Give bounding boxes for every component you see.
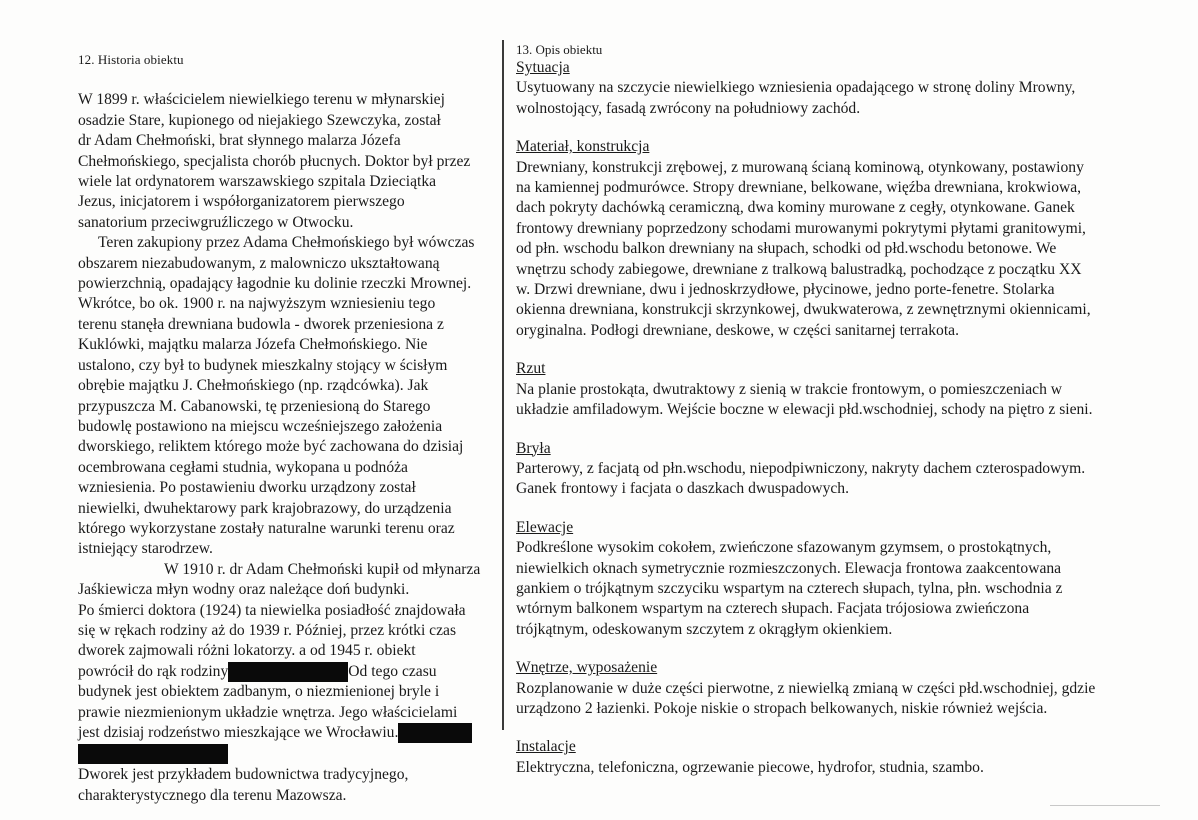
- text-line: układzie amfiladowym. Wejście boczne w elewacji płd.wschodniej, schody na piętro z sieni.: [516, 401, 1093, 419]
- text-line: Kuklówki, majątku malarza Józefa Chełmońskiego. Nie: [78, 336, 428, 354]
- history-paragraph-1: [78, 90, 498, 233]
- section-material-konstrukcja: [516, 137, 1156, 341]
- scan-artifact-line: [1050, 805, 1160, 806]
- text-line: wnętrzu schody zabiegowe, drewniane z tralkową balustradką, pochodzące z początku XX: [516, 260, 1082, 278]
- text-line: gankiem o trójkątnym szczyciku wspartym na czterech słupach, tylna, płn. wschodnia z: [516, 579, 1063, 597]
- text-line: Po śmierci doktora (1924) ta niewielka posiadłość znajdowała: [78, 601, 466, 619]
- text-fragment: Od tego czasu: [348, 662, 437, 680]
- text-line: budynek jest obiektem zadbanym, o niezmienionej bryle i: [78, 683, 440, 701]
- text-line: powierzchnią, opadający łagodnie ku dolinie rzeczki Mrownej.: [78, 275, 472, 293]
- text-line: oryginalna. Podłogi drewniane, deskowe, w części sanitarnej terrakota.: [516, 321, 959, 339]
- text-line: Elektryczna, telefoniczna, ogrzewanie piecowe, hydrofor, studnia, szambo.: [516, 758, 984, 776]
- text-line: Jezus, inicjatorem i współorganizatorem pierwszego: [78, 193, 405, 211]
- text-line: obrębie majątku J. Chełmońskiego (np. rządcówka). Jak: [78, 377, 429, 395]
- history-column: [78, 50, 498, 806]
- text-line-with-redaction: [78, 723, 498, 743]
- text-line: wtórnym balkonem wspartym na czterech słupach. Facjata trójosiowa zwieńczona: [516, 600, 1030, 618]
- section-title: Wnętrze, wyposażenie: [516, 659, 658, 677]
- text-line: na kamiennej podmurówce. Stropy drewniane, belkowane, więźba drewniana, krokwiowa,: [516, 179, 1082, 197]
- text-line: Na planie prostokąta, dwutraktowy z sienią w trakcie frontowym, o pomieszczeniach w: [516, 380, 1063, 398]
- text-line: dach pokryty dachówką ceramiczną, dwa kominy murowane z cegły, otynkowane. Ganek: [516, 199, 1075, 217]
- text-fragment: powrócił do rąk rodziny: [78, 662, 229, 680]
- section-title: Rzut: [516, 360, 546, 378]
- text-line: dworskiego, reliktem którego może być zachowana do dzisiaj: [78, 438, 464, 456]
- redaction-block: [228, 662, 348, 682]
- text-line: wolnostojący, fasadą zwrócony na południowy zachód.: [516, 99, 861, 117]
- text-line: trójkątnym, odeskowanym szczytem z okrągłym okienkiem.: [516, 620, 893, 638]
- redaction-line: [78, 743, 498, 765]
- text-line: urządzono 2 łazienki. Pokoje niskie o stropach belkowanych, niskie również wejścia.: [516, 699, 1048, 717]
- text-line-with-redaction: [78, 662, 498, 682]
- text-line: Usytuowany na szczycie niewielkiego wzniesienia opadającego w stronę doliny Mrowny,: [516, 79, 1076, 97]
- text-line: w. Drzwi drewniane, dwu i jednoskrzydłowe, płycinowe, jedno porte-fenetre. Stolarka: [516, 281, 1055, 299]
- text-line: Chełmońskiego, specjalista chorób płucnych. Doktor był przez: [78, 152, 471, 170]
- description-column: [516, 42, 1156, 778]
- text-line: prawie niezmienionym układzie wnętrza. Jego właścicielami: [78, 703, 458, 721]
- description-heading: 13. Opis obiektu: [516, 42, 603, 57]
- text-line: niewielkich oknach symetrycznie rozmieszczonych. Elewacja frontowa zaakcentowana: [516, 559, 1062, 577]
- text-line: którego wykorzystane zostały naturalne warunki terenu oraz: [78, 519, 455, 537]
- text-line: Wkrótce, bo ok. 1900 r. na najwyższym wzniesieniu tego: [78, 295, 436, 313]
- column-divider: [502, 40, 504, 730]
- section-instalacje: [516, 737, 1156, 778]
- text-line: przypuszcza M. Cabanowski, tę przeniesioną do Starego: [78, 397, 431, 415]
- text-line: osadzie Stare, kupionego od niejakiego Szewczyka, został: [78, 111, 441, 129]
- section-rzut: [516, 359, 1156, 420]
- text-line: sanatorium przeciwgruźliczego w Otwocku.: [78, 213, 354, 231]
- text-line: niewielki, dwuhektarowy park krajobrazowy, do urządzenia: [78, 499, 452, 517]
- history-paragraph-3: [78, 560, 498, 766]
- section-title: Elewacje: [516, 518, 574, 536]
- section-title: Instalacje: [516, 738, 576, 756]
- text-line: frontowy drewniany poprzedzony schodami murowanymi pokrytymi płytami granitowymi,: [516, 219, 1086, 237]
- text-line: wiele lat ordynatorem warszawskiego szpitala Dzieciątka: [78, 173, 437, 191]
- redaction-block: [78, 744, 228, 764]
- section-title: Materiał, konstrukcja: [516, 138, 650, 156]
- text-line: ustalono, czy był to budynek mieszkalny stojący w ścisłym: [78, 356, 448, 374]
- history-heading: 12. Historia obiektu: [78, 52, 184, 67]
- text-line: Teren zakupiony przez Adama Chełmońskiego był wówczas: [98, 234, 475, 252]
- text-line: wzniesienia. Po postawieniu dworku urządzony został: [78, 479, 416, 497]
- text-line: obszarem niezabudowanym, z malowniczo ukształtowaną: [78, 254, 440, 272]
- text-line: Parterowy, z facjatą od płn.wschodu, niepodpiwniczony, nakryty dachem czterospadowym.: [516, 459, 1086, 477]
- section-title: Bryła: [516, 439, 551, 457]
- history-paragraph-4: [78, 765, 498, 806]
- text-fragment: jest dzisiaj rodzeństwo mieszkające we Wrocławiu.: [78, 724, 399, 742]
- text-line: się w rękach rodziny aż do 1939 r. Później, przez krótki czas: [78, 621, 457, 639]
- text-line: charakterystycznego dla terenu Mazowsza.: [78, 786, 347, 804]
- text-line: W 1899 r. właścicielem niewielkiego terenu w młynarskiej: [78, 91, 445, 109]
- text-line: istniejący starodrzew.: [78, 540, 213, 558]
- text-line: Podkreślone wysokim cokołem, zwieńczone sfazowanym gzymsem, o prostokątnych,: [516, 539, 1052, 557]
- text-line: Dworek jest przykładem budownictwa tradycyjnego,: [78, 766, 409, 784]
- text-line: budowlę postawiono na miejscu wcześniejszego założenia: [78, 417, 443, 435]
- text-line: dr Adam Chełmoński, brat słynnego malarza Józefa: [78, 132, 401, 150]
- text-line: Drewniany, konstrukcji zrębowej, z murowaną ścianą kominową, otynkowany, postawiony: [516, 158, 1084, 176]
- section-bryla: [516, 439, 1156, 500]
- redaction-block: [398, 723, 472, 743]
- section-elewacje: [516, 518, 1156, 640]
- text-line: okienna drewniana, konstrukcji skrzynkowej, dwukwaterowa, z zewnętrznymi okiennicami,: [516, 301, 1091, 319]
- text-line: Ganek frontowy i facjata o daszkach dwuspadowych.: [516, 480, 849, 498]
- section-wnetrze-wyposazenie: [516, 658, 1156, 719]
- section-sytuacja: [516, 58, 1156, 119]
- text-line: dworek zajmowali różni lokatorzy. a od 1945 r. obiekt: [78, 642, 416, 660]
- text-line: Jaśkiewicza młyn wodny oraz należące doń budynki.: [78, 581, 410, 599]
- section-title: Sytuacja: [516, 59, 570, 76]
- text-line: W 1910 r. dr Adam Chełmoński kupił od młynarza: [164, 560, 481, 578]
- history-paragraph-2: [78, 233, 498, 560]
- text-line: od płn. wschodu balkon drewniany na słupach, schodki od płd.wschodu betonowe. We: [516, 240, 1057, 258]
- text-line: Rozplanowanie w duże części pierwotne, z niewielką zmianą w części płd.wschodniej, gdzie: [516, 679, 1096, 697]
- text-line: ocembrowana cegłami studnia, wykopana u podnóża: [78, 458, 408, 476]
- text-line: terenu stanęła drewniana budowla - dworek przeniesiona z: [78, 315, 444, 333]
